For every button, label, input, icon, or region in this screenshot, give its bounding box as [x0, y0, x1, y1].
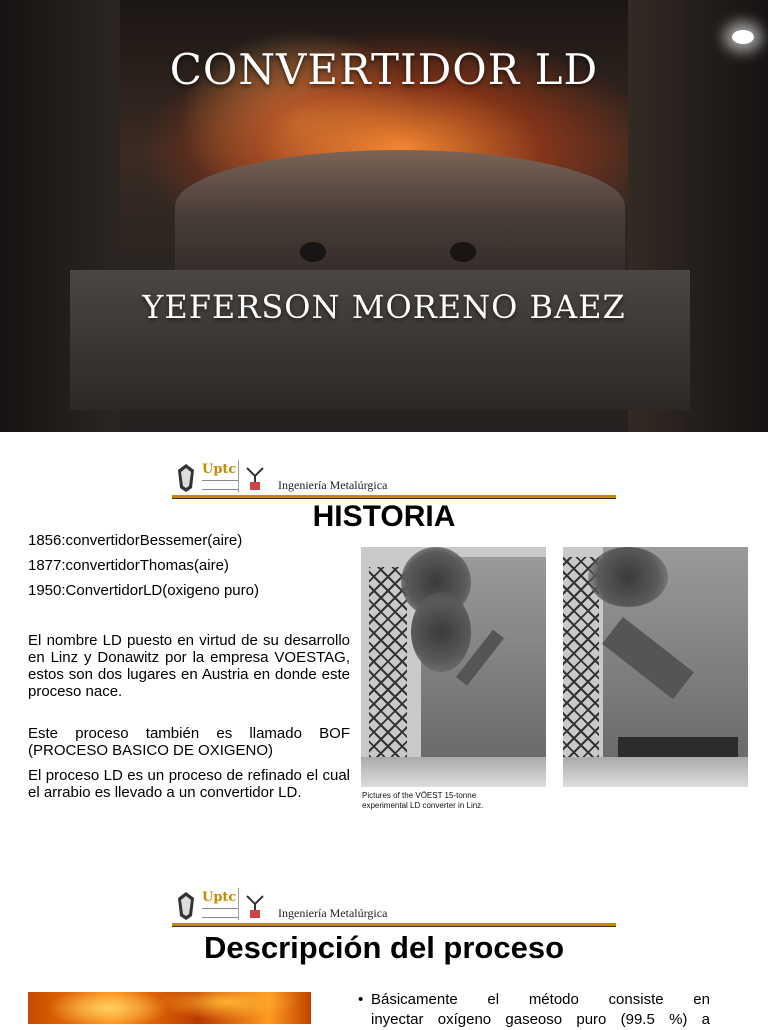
university-crest-icon	[176, 462, 196, 494]
department-name: Ingeniería Metalúrgica	[278, 478, 388, 492]
timeline-item: 1950:ConvertidorLD(oxigeno puro)	[28, 582, 259, 599]
uptc-logo: Uptc	[202, 462, 237, 477]
scaffold-tower	[369, 567, 407, 757]
university-crest-icon	[176, 890, 196, 922]
slide-title: CONVERTIDOR LD	[169, 45, 599, 94]
slide-title: HISTORIA	[312, 500, 456, 533]
slide-header	[172, 888, 616, 928]
department-name: Ingeniería Metalúrgica	[278, 906, 388, 920]
bullet-icon: •	[358, 991, 364, 1008]
divider	[238, 888, 239, 920]
slide-author: YEFERSON MORENO BAEZ	[142, 288, 626, 326]
header-rule	[172, 923, 616, 927]
department-emblem-icon	[244, 464, 266, 492]
ground	[563, 757, 748, 787]
title-slide	[0, 0, 768, 432]
converter-vessel	[175, 150, 625, 290]
caption-line: experimental LD converter in Linz.	[362, 801, 484, 810]
uptc-logo: Uptc	[202, 890, 237, 905]
paragraph: El nombre LD puesto en virtud de su desarrollo en Linz y Donawitz por la empresa VOESTAG, estos son dos lugares en Austria en donde este proceso nace.	[28, 632, 350, 700]
divider	[238, 460, 239, 492]
photo-caption	[362, 791, 552, 811]
slide-title: Descripción del proceso	[203, 930, 565, 965]
caption-line: Pictures of the VÖEST 15-tonne	[362, 791, 477, 800]
bullet-text: inyectar oxígeno gaseoso puro (99.5 %) a	[371, 1011, 710, 1028]
header-rule	[172, 495, 616, 499]
timeline-item: 1856:convertidorBessemer(aire)	[28, 532, 243, 549]
rail-car	[618, 737, 738, 757]
smoke	[411, 592, 471, 672]
department-emblem-icon	[244, 892, 266, 920]
vessel-port	[450, 242, 476, 262]
vessel-port	[300, 242, 326, 262]
smoke	[588, 547, 668, 607]
paragraph: Este proceso también es llamado BOF (PROCESO BASICO DE OXIGENO)	[28, 725, 350, 759]
paragraph: El proceso LD es un proceso de refinado el cual el arrabio es llevado a un convertidor LD.	[28, 767, 350, 801]
slide-header	[172, 460, 616, 500]
factory-light	[732, 30, 754, 44]
bullet-text: Básicamente el método consiste en	[371, 991, 710, 1008]
ground	[361, 757, 546, 787]
logo-subtext-lines	[202, 908, 238, 918]
logo-subtext-lines	[202, 480, 238, 490]
timeline-item: 1877:convertidorThomas(aire)	[28, 557, 229, 574]
historic-photo	[361, 547, 546, 787]
molten-metal-image	[28, 992, 311, 1024]
historic-photo	[563, 547, 748, 787]
